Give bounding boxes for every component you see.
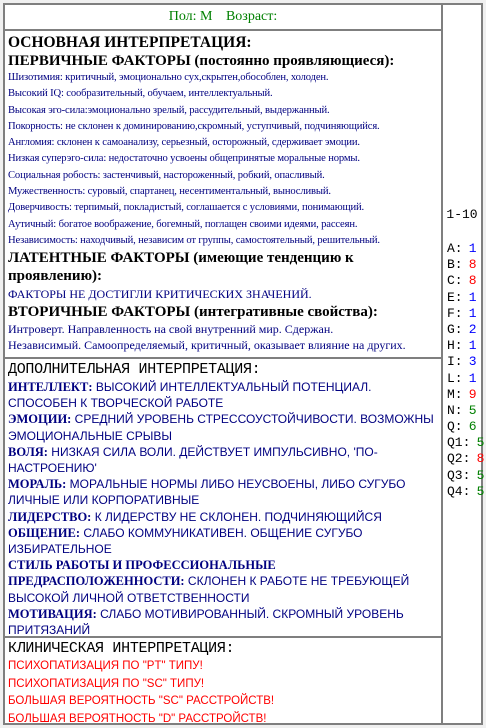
extra-item-text: НИЗКАЯ СИЛА ВОЛИ. ДЕЙСТВУЕТ ИМПУЛЬСИВНО, 'ПО-НАСТРОЕНИЮ' [8, 444, 378, 476]
scale-value: 8 [476, 451, 485, 467]
clinical-interpretation [5, 638, 441, 723]
extra-item-text: МОРАЛЬНЫЕ НОРМЫ ЛИБО НЕУСВОЕНЫ, ЛИБО СУГУБО ЛИЧНЫЕ ИЛИ КОРПОРАТИВНЫЕ [8, 477, 406, 508]
primary-factor-item: Мужественность: суровый, спартанец, несентиментальный, выносливый. [8, 186, 331, 198]
primary-factor-item: Англомия: склонен к самоанализу, серьезный, осторожный, сдерживает эмоции. [8, 137, 360, 149]
scale-label: Q4: [447, 483, 471, 499]
scale-label: C: [447, 273, 463, 289]
age-label: Возраст: [225, 9, 278, 24]
primary-factor-item: Высокий IQ: сообразительный, обучаем, интеллектуальный. [8, 88, 273, 100]
extra-item [8, 557, 438, 606]
clinic-lines-list [8, 658, 438, 723]
scale-row [447, 241, 481, 257]
extra-title: ДОПОЛНИТЕЛЬНАЯ ИНТЕРПРЕТАЦИЯ: [8, 361, 261, 378]
scale-value: 1 [468, 289, 477, 305]
scales-column [441, 5, 485, 723]
extra-item-text: ВЫСОКИЙ ИНТЕЛЛЕКТУАЛЬНЫЙ ПОТЕНЦИАЛ. СПОСОБЕН К ТВОРЧЕСКОЙ РАБОТЕ [8, 380, 372, 411]
scale-label: Q1: [447, 435, 471, 451]
primary-factor-item: Высокая эго-сила:эмоционально зрелый, рассудительный, выдержанный. [8, 104, 330, 116]
latent-text: ФАКТОРЫ НЕ ДОСТИГЛИ КРИТИЧЕСКИХ ЗНАЧЕНИЙ. [8, 287, 312, 302]
secondary-title: ВТОРИЧНЫЕ ФАКТОРЫ (интегративные свойства): [8, 304, 378, 321]
scale-value: 1 [468, 338, 477, 354]
scale-label: A: [447, 241, 463, 256]
extra-item [8, 606, 438, 638]
scale-row [447, 451, 485, 467]
scale-value: 5 [476, 435, 485, 451]
scale-label: Q3: [447, 467, 471, 483]
extra-item [8, 509, 438, 525]
scale-row [447, 257, 481, 273]
main-title: ОСНОВНАЯ ИНТЕРПРЕТАЦИЯ: [8, 34, 252, 51]
scale-value: 9 [468, 386, 477, 402]
scale-row [447, 483, 485, 500]
extra-item [8, 444, 438, 476]
primary-factor-item: Социальная робость: застенчивый, настороженный, робкий, опасливый. [8, 169, 325, 181]
secondary-factor-item: Независимый. Самоопределяемый, критичный, оказывает влияние на других. [8, 338, 406, 353]
latent-title: ЛАТЕНТНЫЕ ФАКТОРЫ (имеющие тенденцию к проявлению): [8, 250, 354, 285]
primary-factor-item: Аутичный: богатое воображение, богемный, поглащен своими идеями, рассеян. [8, 218, 358, 230]
primary-factor-item: Низкая суперэго-сила: недостаточно усвоены общепринятые моральные нормы. [8, 153, 360, 165]
primary-factor-item: Независимость: находчивый, независим от группы, самостоятельный, решительный. [8, 234, 380, 246]
scale-label: G: [447, 321, 463, 337]
scale-row [447, 387, 481, 403]
extra-item-text: СЛАБО МОТИВИРОВАННЫЙ. СКРОМНЫЙ УРОВЕНЬ ПРИТЯЗАНИЙ [8, 606, 404, 638]
scale-value: 1 [468, 370, 477, 386]
scale-label: F: [447, 305, 463, 321]
interpretation-column [5, 5, 441, 723]
scale-value: 3 [468, 354, 477, 370]
scale-value: 2 [468, 321, 477, 337]
primary-title: ПЕРВИЧНЫЕ ФАКТОРЫ (постоянно проявляющиеся): [8, 53, 395, 69]
clinic-line: ПСИХОПАТИЗАЦИЯ ПО "SC" ТИПУ! [8, 677, 205, 690]
extra-item-label: ВОЛЯ: [8, 444, 48, 459]
scale-row [447, 273, 481, 289]
extra-item-label: МОТИВАЦИЯ: [8, 606, 97, 621]
scale-label: N: [447, 402, 463, 418]
extra-item-text: СРЕДНИЙ УРОВЕНЬ СТРЕССОУСТОЙЧИВОСТИ. ВОЗМОЖНЫ ЭМОЦИОНАЛЬНЫЕ СРЫВЫ [8, 412, 434, 443]
scale-label: B: [447, 257, 463, 273]
extra-item [8, 379, 438, 411]
clinic-title: КЛИНИЧЕСКАЯ ИНТЕРПРЕТАЦИЯ: [8, 640, 235, 657]
primary-factor-item: Покорность: не склонен к доминированию,скромный, уступчивый, подчиняющийся. [8, 120, 380, 132]
scale-label: L: [447, 370, 463, 386]
scale-value: 5 [476, 467, 485, 483]
sex-label: Пол: М [168, 9, 213, 24]
additional-interpretation [5, 359, 441, 638]
scale-label: Q2: [447, 451, 471, 467]
extra-item-text: СЛАБО КОММУНИКАТИВЕН. ОБЩЕНИЕ СУГУБО ИЗБИРАТЕЛЬНОЕ [8, 525, 363, 557]
clinic-line: БОЛЬШАЯ ВЕРОЯТНОСТЬ "D" РАССТРОЙСТВ! [8, 712, 267, 723]
scale-label: I: [447, 354, 463, 370]
scale-value: 8 [468, 273, 477, 289]
extra-item-text: К ЛИДЕРСТВУ НЕ СКЛОНЕН. ПОДЧИНЯЮЩИЙСЯ [91, 509, 382, 524]
scale-value: 5 [468, 402, 477, 418]
extra-item-label: ЭМОЦИИ: [8, 412, 72, 427]
extra-item-label: МОРАЛЬ: [8, 477, 67, 492]
extra-item [8, 525, 438, 557]
extra-item-text: СКЛОНЕН К РАБОТЕ НЕ ТРЕБУЮЩЕЙ ВЫСОКОЙ ЛИЧНОЙ ОТВЕТСТВЕННОСТИ [8, 574, 410, 605]
scale-label: Q: [447, 419, 463, 435]
scale-row [447, 419, 481, 435]
primary-factor-item: Шизотимия: критичный, эмоционально сух,скрытен,обособлен, холоден. [8, 72, 329, 83]
scale-label: E: [447, 289, 463, 305]
scale-row [447, 306, 481, 322]
scale-row [447, 290, 481, 306]
scale-value: 8 [468, 257, 477, 273]
scale-range-title: 1-10 [446, 207, 478, 222]
scale-value: 5 [476, 483, 485, 499]
extra-items-list [8, 379, 438, 638]
extra-item [8, 411, 438, 443]
extra-item-label: ЛИДЕРСТВО: [8, 509, 92, 524]
secondary-factors-list [8, 321, 438, 353]
scale-values-list [447, 241, 485, 500]
scale-value: 1 [468, 305, 477, 321]
main-interpretation [5, 31, 441, 359]
scale-value: 6 [468, 419, 477, 435]
scale-row [447, 338, 481, 354]
primary-factors-list [8, 70, 438, 249]
scale-row [447, 403, 481, 419]
scale-value: 1 [468, 241, 477, 256]
scale-row [447, 371, 481, 387]
primary-factor-item: Доверчивость: терпимый, покладистый, соглашается с условиями, понимающий. [8, 202, 365, 214]
scale-label: M: [447, 386, 463, 402]
clinic-line: БОЛЬШАЯ ВЕРОЯТНОСТЬ "SC" РАССТРОЙСТВ! [8, 695, 275, 707]
scale-label: H: [447, 338, 463, 354]
secondary-factor-item: Интроверт. Направленность на свой внутренний мир. Сдержан. [8, 322, 334, 337]
extra-item-label: ОБЩЕНИЕ: [8, 525, 80, 540]
scale-row [447, 354, 481, 370]
extra-item-label: ИНТЕЛЛЕКТ: [8, 380, 93, 394]
clinic-line: ПСИХОПАТИЗАЦИЯ ПО "PT" ТИПУ! [8, 660, 203, 672]
scale-row [447, 467, 485, 484]
extra-item [8, 476, 438, 508]
header-row [5, 5, 441, 31]
report-frame [3, 3, 483, 725]
scale-row [447, 322, 481, 338]
scale-row [447, 435, 485, 451]
extra-item-label: СТИЛЬ РАБОТЫ И ПРОФЕССИОНАЛЬНЫЕ ПРЕДРАСПОЛОЖЕННОСТИ: [8, 558, 276, 589]
